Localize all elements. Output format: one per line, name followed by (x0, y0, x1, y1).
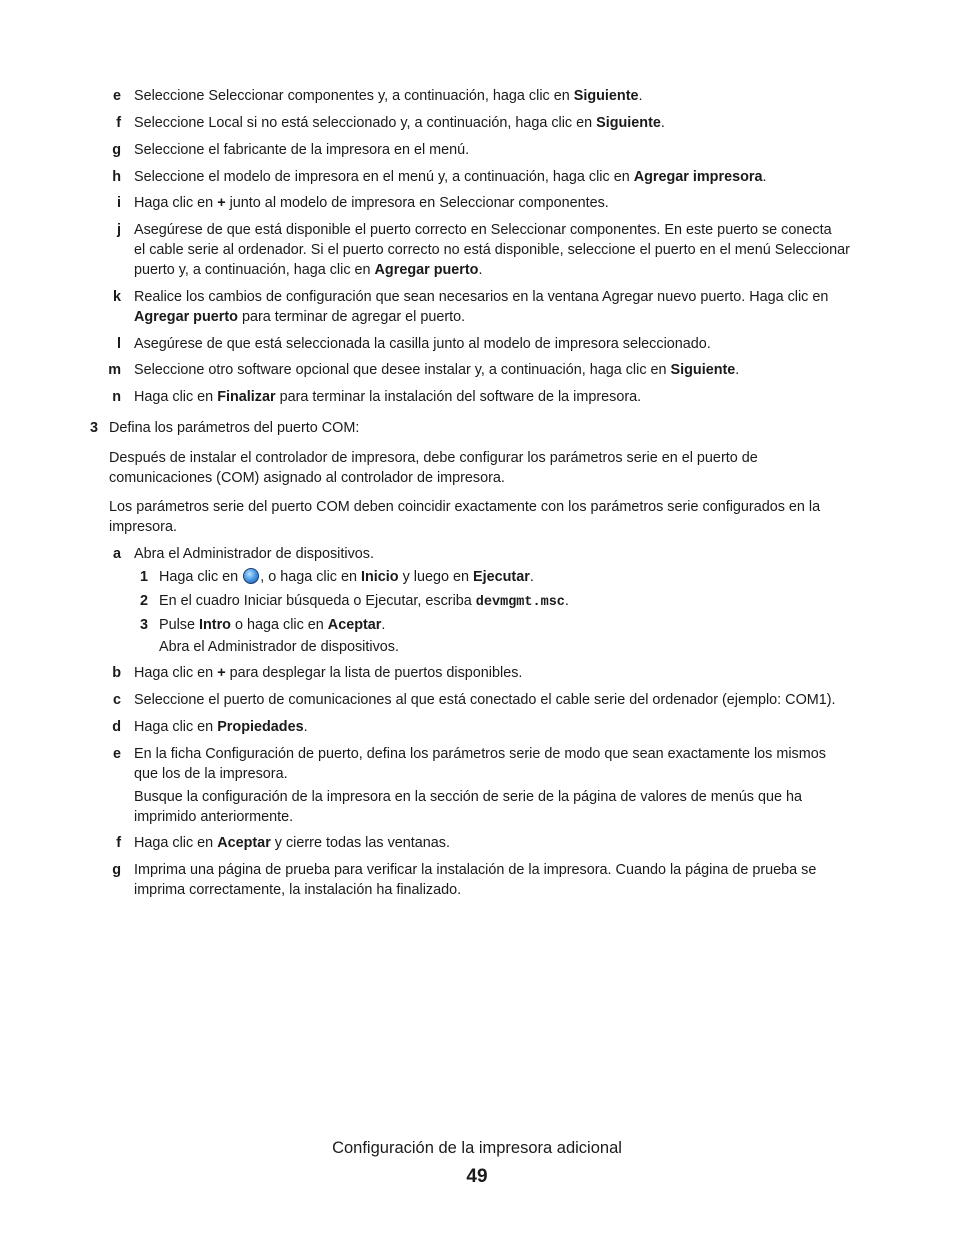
text-run: Después de instalar el controlador de impresora, debe configurar los parámetros serie en el puerto de (109, 450, 758, 466)
text-run: Busque la configuración de la impresora en la sección de serie de la página de valores de menús que ha (134, 789, 802, 805)
text-run: . (478, 262, 483, 278)
bold-term: Propiedades (217, 719, 304, 735)
text-run: el cable serie al ordenador. Si el puerto correcto no está disponible, seleccione el puerto en el menú Seleccionar (134, 242, 850, 258)
bold-term: Aceptar (217, 835, 271, 851)
text-run: imprimido anteriormente. (134, 809, 294, 825)
step-label: k (112, 289, 121, 305)
text-run: Imprima una página de prueba para verificar la instalación de la impresora. Cuando la página de prueba se (134, 862, 817, 878)
text-run: . (660, 115, 665, 131)
text-run: Seleccione Seleccionar componentes y, a continuación, haga clic en (134, 88, 574, 104)
bold-term: Agregar puerto (374, 262, 479, 278)
step-text (134, 240, 850, 260)
text-run: Seleccione el modelo de impresora en el menú y, a continuación, haga clic en (134, 169, 634, 185)
step-label: l (117, 336, 121, 352)
bold-term: Aceptar (327, 617, 382, 633)
step-text (134, 690, 836, 710)
step-label: n (112, 389, 121, 405)
step-text (134, 663, 522, 683)
step-label: j (117, 222, 121, 238)
step-text (134, 717, 308, 737)
substep-text (159, 567, 534, 587)
step-text (134, 113, 665, 133)
text-run: . (762, 169, 767, 185)
text-run: En el cuadro Iniciar búsqueda o Ejecutar, escriba (159, 593, 476, 609)
text-run: junto al modelo de impresora en Seleccionar componentes. (225, 195, 609, 211)
step-text (134, 833, 450, 853)
text-run: . (529, 569, 534, 585)
text-run: Abra el Administrador de dispositivos. (134, 546, 374, 562)
bold-term: + (217, 665, 226, 681)
text-run: . (303, 719, 308, 735)
text-run: . (381, 617, 386, 633)
step-label: 3 (89, 420, 98, 436)
step-note (134, 807, 293, 827)
step-text (134, 387, 641, 407)
substep-text (159, 591, 569, 613)
bold-term: Agregar puerto (134, 309, 238, 325)
text-run: En la ficha Configuración de puerto, defina los parámetros serie de modo que sean exactamente los mismos (134, 746, 826, 762)
bold-term: Intro (199, 617, 231, 633)
step-label: f (116, 115, 121, 131)
bold-term: Inicio (361, 569, 399, 585)
bold-term: Finalizar (217, 389, 276, 405)
step-label: a (112, 546, 121, 562)
step-text (134, 860, 816, 880)
text-run: que los de la impresora. (134, 766, 288, 782)
text-run: y cierre todas las ventanas. (270, 835, 450, 851)
step-label: d (112, 719, 121, 735)
text-run: y luego en (398, 569, 474, 585)
text-run: o haga clic en (230, 617, 328, 633)
paragraph-line (109, 497, 820, 517)
text-run: Haga clic en (159, 569, 243, 585)
paragraph-line (109, 468, 505, 488)
text-run: Haga clic en (134, 195, 218, 211)
step-label: e (112, 88, 121, 104)
text-run: Abra el Administrador de dispositivos. (159, 639, 399, 655)
step-text (134, 86, 642, 106)
bold-term: Siguiente (573, 88, 639, 104)
text-run: Seleccione el puerto de comunicaciones al que está conectado el cable serie del ordenador (ejemplo: COM1). (134, 692, 836, 708)
text-run: puerto y, a continuación, haga clic en (134, 262, 375, 278)
text-run: Asegúrese de que está seleccionada la casilla junto al modelo de impresora seleccionado. (134, 336, 711, 352)
step-label: 2 (139, 593, 148, 609)
text-run: Haga clic en (134, 389, 218, 405)
step-label: 1 (139, 569, 148, 585)
step-label: c (112, 692, 121, 708)
substep-text (159, 615, 385, 635)
step-text (134, 544, 374, 564)
footer-section-title: Configuración de la impresora adicional (332, 1139, 622, 1157)
windows-start-icon (243, 568, 259, 584)
text-run: para desplegar la lista de puertos disponibles. (225, 665, 523, 681)
text-run: Seleccione Local si no está seleccionado y, a continuación, haga clic en (134, 115, 597, 131)
text-run: Realice los cambios de configuración que sean necesarios en la ventana Agregar nuevo puerto. Haga clic en (134, 289, 829, 305)
text-run: , o haga clic en (260, 569, 362, 585)
step-text (134, 140, 469, 160)
text-run: impresora. (109, 519, 177, 535)
step-text (134, 334, 711, 354)
step-label: f (116, 835, 121, 851)
text-run: . (638, 88, 643, 104)
step-label: m (108, 362, 121, 378)
text-run: Los parámetros serie del puerto COM deben coincidir exactamente con los parámetros serie configurados en la (109, 499, 821, 515)
text-run: Asegúrese de que está disponible el puerto correcto en Seleccionar componentes. En este puerto se conecta (134, 222, 832, 238)
step-label: b (112, 665, 121, 681)
step-text (134, 220, 832, 240)
step-label: 3 (139, 617, 148, 633)
step-label: g (112, 862, 121, 878)
text-run: imprima correctamente, la instalación ha finalizado. (134, 882, 462, 898)
step-text (109, 418, 359, 438)
command-text: devmgmt.msc (475, 595, 565, 610)
step-label: i (117, 195, 121, 211)
step-text (134, 880, 461, 900)
step-text (134, 193, 609, 213)
step-text (134, 260, 482, 280)
text-run: Pulse (159, 617, 199, 633)
paragraph-line (109, 517, 177, 537)
page-number: 49 (466, 1166, 488, 1187)
step-label: e (112, 746, 121, 762)
text-run: Seleccione el fabricante de la impresora en el menú. (134, 142, 470, 158)
text-run: para terminar de agregar el puerto. (237, 309, 466, 325)
bold-term: Agregar impresora (633, 169, 763, 185)
step-label: g (112, 142, 121, 158)
bold-term: Ejecutar (473, 569, 530, 585)
bold-term: + (217, 195, 226, 211)
text-run: Defina los parámetros del puerto COM: (109, 420, 360, 436)
bold-term: Siguiente (670, 362, 736, 378)
step-text (134, 360, 739, 380)
step-text (134, 744, 826, 764)
text-run: . (735, 362, 740, 378)
text-run: . (564, 593, 569, 609)
paragraph-line (109, 448, 758, 468)
bold-term: Siguiente (596, 115, 661, 131)
substep-note (159, 637, 399, 657)
step-text (134, 307, 465, 327)
step-note (134, 787, 802, 807)
text-run: Haga clic en (134, 835, 218, 851)
step-text (134, 764, 288, 784)
step-text (134, 287, 828, 307)
text-run: Seleccione otro software opcional que desee instalar y, a continuación, haga clic en (134, 362, 671, 378)
text-run: Haga clic en (134, 665, 218, 681)
text-run: comunicaciones (COM) asignado al controlador de impresora. (109, 470, 505, 486)
text-run: para terminar la instalación del software de la impresora. (275, 389, 642, 405)
step-label: h (112, 169, 121, 185)
step-text (134, 167, 766, 187)
text-run: Haga clic en (134, 719, 218, 735)
